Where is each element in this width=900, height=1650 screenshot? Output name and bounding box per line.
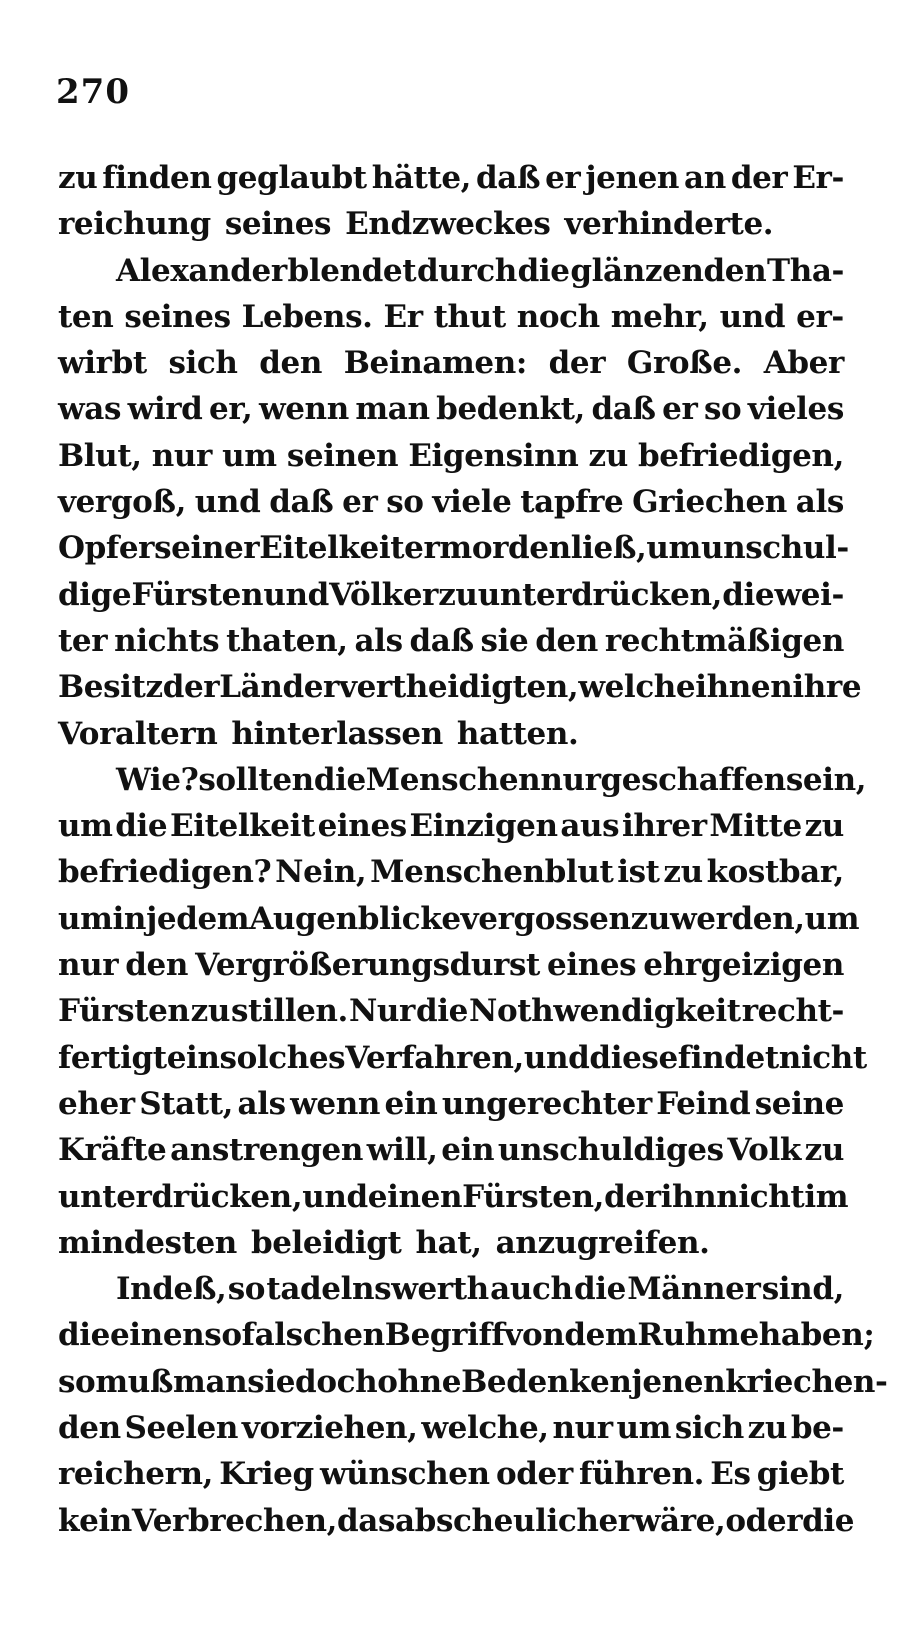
text-line bbox=[58, 711, 844, 757]
text-line bbox=[58, 803, 844, 849]
word: den bbox=[125, 947, 189, 984]
word: geschaffen bbox=[600, 761, 786, 798]
word: um bbox=[58, 808, 113, 845]
word: und bbox=[194, 484, 261, 521]
word: so bbox=[703, 391, 742, 428]
word: wenn bbox=[258, 391, 349, 428]
word: hinterlassen bbox=[231, 715, 443, 752]
text-line bbox=[58, 1405, 844, 1451]
word: ihn bbox=[660, 1178, 717, 1215]
word: giebt bbox=[756, 1456, 844, 1493]
word: so bbox=[386, 484, 424, 521]
text-line bbox=[58, 248, 844, 294]
word: die bbox=[58, 1317, 110, 1354]
word: ungerechter bbox=[441, 1085, 652, 1122]
text-line bbox=[58, 479, 844, 525]
word: anstrengen bbox=[170, 1132, 364, 1169]
word: oder bbox=[725, 1502, 803, 1539]
word: hätte, bbox=[371, 160, 472, 196]
word: finden bbox=[102, 160, 212, 196]
word: hatten. bbox=[456, 715, 579, 752]
word: abscheulicher bbox=[395, 1502, 634, 1539]
word: Seelen bbox=[124, 1410, 239, 1447]
word: haben; bbox=[758, 1317, 875, 1354]
word: wünschen bbox=[320, 1456, 490, 1493]
word: tapfre bbox=[520, 484, 624, 521]
word: der bbox=[730, 160, 788, 196]
word: ist bbox=[617, 854, 660, 891]
text-line bbox=[58, 942, 844, 988]
word: die bbox=[115, 808, 168, 845]
text-line bbox=[58, 572, 844, 618]
word: findet bbox=[677, 1039, 779, 1076]
word: Fürsten, bbox=[462, 1178, 605, 1215]
text-line bbox=[58, 1266, 844, 1312]
word: um bbox=[804, 900, 860, 937]
word: thut bbox=[433, 298, 506, 335]
word: der bbox=[548, 345, 606, 382]
word: nur bbox=[552, 1410, 613, 1447]
word: den bbox=[535, 622, 598, 659]
word: die bbox=[722, 576, 775, 613]
text-line bbox=[58, 201, 844, 247]
word: tadelnswerth bbox=[266, 1271, 489, 1308]
page-number: 270 bbox=[56, 72, 130, 112]
word: Beinamen: bbox=[343, 345, 527, 382]
word: ihre bbox=[792, 669, 862, 706]
word: reichung bbox=[58, 206, 211, 243]
word: Indeß, bbox=[116, 1271, 227, 1308]
word: wirbt bbox=[58, 345, 147, 382]
word: Eitelkeit bbox=[169, 808, 315, 845]
word: eines bbox=[547, 947, 637, 984]
word: nicht bbox=[716, 1178, 805, 1215]
word: noch bbox=[516, 298, 600, 335]
word: die bbox=[517, 252, 570, 289]
word: sind, bbox=[761, 1271, 844, 1308]
word: Opfer bbox=[58, 530, 155, 567]
word: Verfahren, bbox=[345, 1039, 524, 1076]
word: recht- bbox=[741, 993, 844, 1030]
word: und bbox=[263, 576, 329, 613]
word: ter bbox=[58, 622, 108, 659]
text-line bbox=[58, 1498, 855, 1544]
word: durch bbox=[416, 252, 517, 289]
word: Nein, bbox=[275, 854, 367, 891]
word: glänzenden bbox=[570, 252, 767, 289]
word: Er- bbox=[792, 160, 844, 196]
word: so bbox=[58, 1363, 96, 1400]
word: nur bbox=[151, 437, 212, 474]
word: Voraltern bbox=[58, 715, 218, 752]
text-line bbox=[58, 1312, 875, 1358]
word: den bbox=[58, 1410, 121, 1447]
word: zu bbox=[663, 854, 703, 891]
word: führen. bbox=[579, 1456, 705, 1493]
word: unterdrücken, bbox=[477, 576, 723, 613]
word: so bbox=[204, 1317, 242, 1354]
word: vergossen bbox=[460, 900, 631, 937]
word: Bedenken bbox=[461, 1363, 632, 1400]
word: der bbox=[604, 1178, 661, 1215]
word: zu bbox=[747, 1410, 788, 1447]
word: Nothwendigkeit bbox=[469, 993, 741, 1030]
word: nicht bbox=[778, 1039, 867, 1076]
word: ohne bbox=[377, 1363, 462, 1400]
word: kostbar, bbox=[706, 854, 844, 891]
word: seine bbox=[754, 1085, 844, 1122]
word: nichts bbox=[114, 622, 220, 659]
word: unschuldiges bbox=[497, 1132, 724, 1169]
word: ten bbox=[58, 298, 114, 335]
word: als bbox=[354, 622, 403, 659]
word: Endzweckes bbox=[345, 206, 551, 243]
word: einen bbox=[109, 1317, 205, 1354]
word: daß bbox=[409, 622, 474, 659]
word: Augenblicke bbox=[249, 900, 461, 937]
word: Volk bbox=[727, 1132, 801, 1169]
word: Krieg bbox=[219, 1456, 314, 1493]
word: beleidigt bbox=[250, 1224, 402, 1261]
word: Länder bbox=[219, 669, 339, 706]
word: als bbox=[237, 1085, 286, 1122]
word: was bbox=[58, 391, 122, 428]
word: Menschenblut bbox=[370, 854, 614, 891]
word: zu bbox=[630, 900, 670, 937]
word: viele bbox=[432, 484, 512, 521]
word: Männer bbox=[627, 1271, 761, 1308]
word: das bbox=[336, 1502, 395, 1539]
word: fertigt bbox=[58, 1039, 167, 1076]
word: eher bbox=[58, 1085, 135, 1122]
word: wird bbox=[127, 391, 203, 428]
word: Kräfte bbox=[58, 1132, 167, 1169]
word: zu bbox=[190, 993, 230, 1030]
word: auch bbox=[490, 1271, 573, 1308]
word: aus bbox=[560, 808, 620, 845]
word: er bbox=[545, 160, 581, 196]
text-line bbox=[58, 618, 844, 664]
word: vergoß, bbox=[58, 484, 186, 521]
word: Aber bbox=[763, 345, 844, 382]
word: Einzigen bbox=[409, 808, 558, 845]
word: sie bbox=[247, 1363, 296, 1400]
word: zu bbox=[588, 437, 628, 474]
word: welche bbox=[578, 669, 696, 706]
word: er, bbox=[209, 391, 253, 428]
word: man bbox=[173, 1363, 248, 1400]
word: und bbox=[523, 1039, 590, 1076]
word: reichern, bbox=[58, 1456, 214, 1493]
word: oder bbox=[495, 1456, 573, 1493]
word: unterdrücken, bbox=[58, 1178, 303, 1215]
text-line bbox=[58, 1220, 844, 1266]
text-line bbox=[58, 1127, 844, 1173]
word: befriedigen, bbox=[638, 437, 844, 474]
word: vieles bbox=[747, 391, 844, 428]
word: sich bbox=[168, 345, 238, 382]
word: kein bbox=[58, 1502, 132, 1539]
text-line bbox=[58, 1174, 849, 1220]
word: daß bbox=[591, 391, 656, 428]
word: wäre, bbox=[633, 1502, 726, 1539]
word: befriedigen? bbox=[58, 854, 272, 891]
word: Begriff bbox=[384, 1317, 505, 1354]
text-line bbox=[58, 433, 844, 479]
word: wenn bbox=[290, 1085, 381, 1122]
word: er bbox=[342, 484, 378, 521]
text-line bbox=[58, 1081, 844, 1127]
word: nur bbox=[540, 761, 601, 798]
word: be- bbox=[790, 1410, 844, 1447]
word: rechtmäßigen bbox=[604, 622, 844, 659]
word: um bbox=[58, 900, 113, 937]
word: sie bbox=[480, 622, 529, 659]
word: jenen bbox=[585, 160, 680, 196]
word: Griechen bbox=[632, 484, 787, 521]
word: Besitz bbox=[58, 669, 163, 706]
word: so bbox=[227, 1271, 266, 1308]
text-line bbox=[58, 896, 860, 942]
word: er- bbox=[796, 298, 844, 335]
word: muß bbox=[95, 1363, 174, 1400]
word: seinen bbox=[286, 437, 399, 474]
word: werden, bbox=[669, 900, 805, 937]
text-line bbox=[58, 1359, 888, 1405]
word: sollten bbox=[198, 761, 314, 798]
word: anzugreifen. bbox=[495, 1224, 710, 1261]
word: nur bbox=[58, 947, 119, 984]
word: um bbox=[646, 530, 701, 567]
word: eines bbox=[317, 808, 407, 845]
word: stillen. bbox=[230, 993, 348, 1030]
word: bedenkt, bbox=[436, 391, 585, 428]
word: ein bbox=[441, 1132, 495, 1169]
word: Große. bbox=[626, 345, 743, 382]
word: von bbox=[504, 1317, 565, 1354]
word: diese bbox=[589, 1039, 678, 1076]
word: Statt, bbox=[139, 1085, 234, 1122]
word: seiner bbox=[154, 530, 260, 567]
text-line bbox=[58, 664, 862, 710]
word: Es bbox=[710, 1456, 751, 1493]
word: Er bbox=[383, 298, 423, 335]
word: doch bbox=[295, 1363, 378, 1400]
word: zu bbox=[804, 1132, 844, 1169]
word: Feind bbox=[656, 1085, 751, 1122]
word: Alexander bbox=[116, 252, 287, 289]
word: um bbox=[222, 437, 277, 474]
word: die bbox=[313, 761, 366, 798]
word: jenen bbox=[631, 1363, 726, 1400]
word: ihnen bbox=[695, 669, 793, 706]
word: hat, bbox=[415, 1224, 482, 1261]
word: sein, bbox=[785, 761, 867, 798]
word: ein bbox=[384, 1085, 438, 1122]
word: die bbox=[802, 1502, 855, 1539]
word: Vergrößerungsdurst bbox=[195, 947, 540, 984]
word: ein bbox=[166, 1039, 220, 1076]
word: Mitte bbox=[709, 808, 802, 845]
word: seines bbox=[224, 206, 332, 243]
word: Tha- bbox=[767, 252, 844, 289]
word: ihrer bbox=[621, 808, 707, 845]
word: daß bbox=[269, 484, 334, 521]
word: an bbox=[684, 160, 726, 196]
word: zu bbox=[804, 808, 844, 845]
word: den bbox=[259, 345, 322, 382]
text-line bbox=[58, 386, 844, 432]
word: dige bbox=[58, 576, 132, 613]
word: thaten, bbox=[226, 622, 348, 659]
text-line bbox=[58, 294, 844, 340]
word: mindesten bbox=[58, 1224, 237, 1261]
word: Völker bbox=[329, 576, 438, 613]
word: solches bbox=[219, 1039, 346, 1076]
word: Menschen bbox=[365, 761, 541, 798]
word: man bbox=[355, 391, 430, 428]
word: Eitelkeit bbox=[259, 530, 405, 567]
word: ehrgeizigen bbox=[643, 947, 844, 984]
word: Wie? bbox=[116, 761, 199, 798]
word: im bbox=[804, 1178, 849, 1215]
word: die bbox=[416, 993, 469, 1030]
word: Fürsten bbox=[131, 576, 264, 613]
word: dem bbox=[564, 1317, 638, 1354]
word: geglaubt bbox=[216, 160, 367, 196]
text-line bbox=[58, 340, 844, 386]
word: blendet bbox=[287, 252, 417, 289]
text-line bbox=[58, 155, 844, 201]
word: zu bbox=[58, 160, 98, 196]
word: verhinderte. bbox=[564, 206, 774, 243]
word: als bbox=[795, 484, 844, 521]
word: Verbrechen, bbox=[131, 1502, 337, 1539]
text-line bbox=[58, 849, 844, 895]
word: zu bbox=[438, 576, 478, 613]
word: Lebens. bbox=[241, 298, 373, 335]
word: seines bbox=[124, 298, 231, 335]
word: Eigensinn bbox=[408, 437, 579, 474]
text-line bbox=[58, 1451, 844, 1497]
body-text bbox=[58, 155, 888, 1544]
word: ließ, bbox=[570, 530, 647, 567]
word: der bbox=[162, 669, 220, 706]
text-line bbox=[58, 1035, 867, 1081]
word: unschul- bbox=[700, 530, 849, 567]
word: Nur bbox=[348, 993, 415, 1030]
word: und bbox=[302, 1178, 368, 1215]
word: wei- bbox=[774, 576, 844, 613]
word: kriechen- bbox=[725, 1363, 888, 1400]
text-line bbox=[58, 757, 867, 803]
word: sich bbox=[674, 1410, 744, 1447]
word: die bbox=[573, 1271, 626, 1308]
word: ermorden bbox=[404, 530, 571, 567]
word: mehr, bbox=[610, 298, 709, 335]
word: Ruhme bbox=[637, 1317, 759, 1354]
word: jedem bbox=[146, 900, 250, 937]
word: will, bbox=[366, 1132, 438, 1169]
word: in bbox=[112, 900, 147, 937]
word: er bbox=[662, 391, 698, 428]
word: daß bbox=[476, 160, 541, 196]
word: Fürsten bbox=[58, 993, 190, 1030]
text-line bbox=[58, 525, 849, 571]
word: vertheidigten, bbox=[339, 669, 579, 706]
word: einen bbox=[367, 1178, 463, 1215]
word: vorziehen, bbox=[241, 1410, 418, 1447]
word: welche, bbox=[421, 1410, 549, 1447]
word: um bbox=[616, 1410, 672, 1447]
word: Blut, bbox=[58, 437, 142, 474]
word: falschen bbox=[241, 1317, 385, 1354]
word: und bbox=[719, 298, 786, 335]
text-line bbox=[58, 988, 844, 1034]
